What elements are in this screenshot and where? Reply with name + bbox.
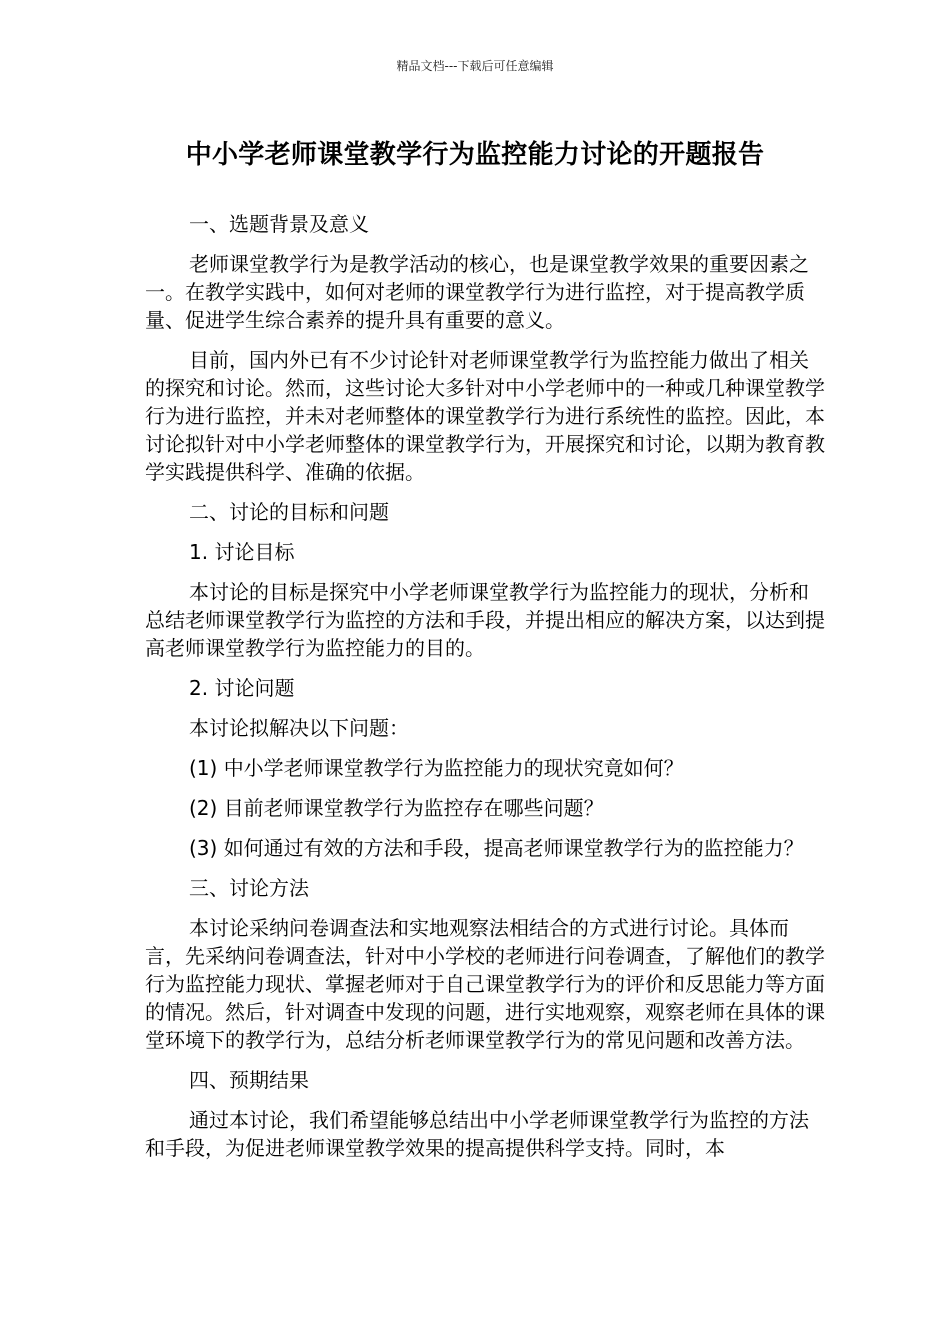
document-body <box>145 210 825 1174</box>
section-heading-method: 三、讨论方法 <box>189 876 309 900</box>
section-heading-results: 四、预期结果 <box>189 1068 309 1092</box>
question-item-1: (1) 中小学老师课堂教学行为监控能力的现状究竟如何？ <box>189 756 684 780</box>
subheading-goal: 1. 讨论目标 <box>189 540 295 564</box>
paragraph-background-2: 目前，国内外已有不少讨论针对老师课堂教学行为监控能力做出了相关的探究和讨论。然而，这些讨论大多针对中小学老师中的一种或几种课堂教学行为进行监控，并未对老师整体的课堂教学行为进行系统性的监控。因此，本讨论拟针对中小学老师整体的课堂教学行为，开展探究和讨论，以期为教育教学实践提供科学、准确的依据。 <box>145 348 825 484</box>
question-item-3: (3) 如何通过有效的方法和手段，提高老师课堂教学行为的监控能力？ <box>189 836 804 860</box>
paragraph-questions-intro: 本讨论拟解决以下问题： <box>189 716 409 740</box>
section-heading-background: 一、选题背景及意义 <box>189 212 369 236</box>
question-item-2: (2) 目前老师课堂教学行为监控存在哪些问题？ <box>189 796 604 820</box>
section-heading-goals: 二、讨论的目标和问题 <box>189 500 389 524</box>
paragraph-method: 本讨论采纳问卷调查法和实地观察法相结合的方式进行讨论。具体而言，先采纳问卷调查法，针对中小学校的老师进行问卷调查，了解他们的教学行为监控能力现状、掌握老师对于自己课堂教学行为的评价和反思能力等方面的情况。然后，针对调查中发现的问题，进行实地观察，观察老师在具体的课堂环境下的教学行为，总结分析老师课堂教学行为的常见问题和改善方法。 <box>145 916 825 1052</box>
paragraph-goal: 本讨论的目标是探究中小学老师课堂教学行为监控能力的现状，分析和总结老师课堂教学行为监控的方法和手段，并提出相应的解决方案，以达到提高老师课堂教学行为监控能力的目的。 <box>145 580 825 660</box>
page-header-note: 精品文档---下载后可任意编辑 <box>396 59 554 73</box>
paragraph-background-1: 老师课堂教学行为是教学活动的核心，也是课堂教学效果的重要因素之一。在教学实践中，如何对老师的课堂教学行为进行监控，对于提高教学质量、促进学生综合素养的提升具有重要的意义。 <box>145 252 809 332</box>
paragraph-results: 通过本讨论，我们希望能够总结出中小学老师课堂教学行为监控的方法和手段，为促进老师课堂教学效果的提高提供科学支持。同时，本 <box>145 1108 809 1160</box>
document-title: 中小学老师课堂教学行为监控能力讨论的开题报告 <box>185 140 765 170</box>
subheading-questions: 2. 讨论问题 <box>189 676 295 700</box>
